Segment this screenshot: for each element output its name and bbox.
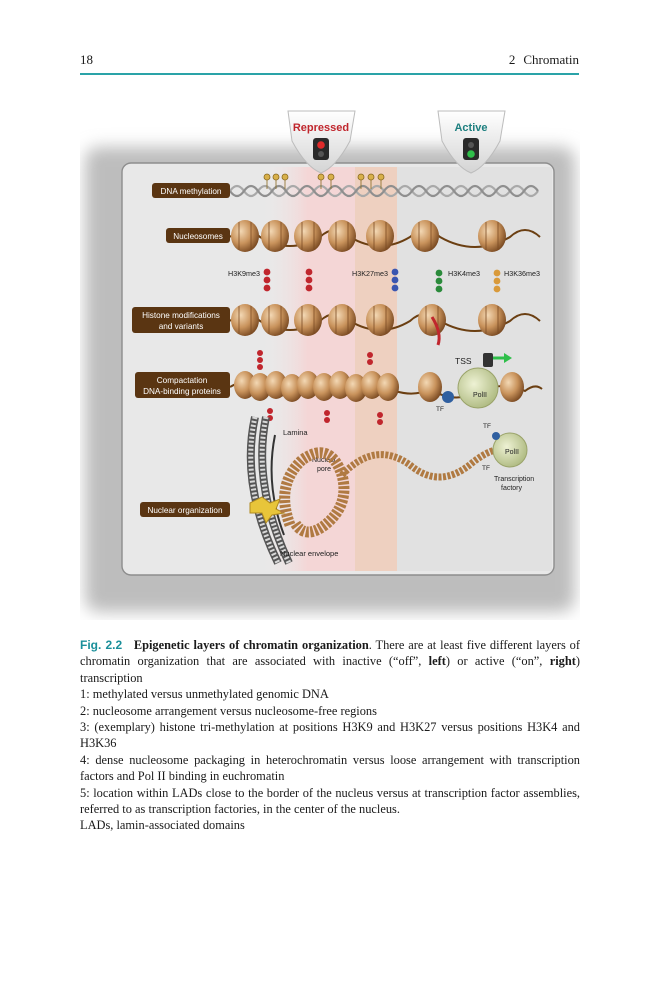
factory-tf-label-top: TF: [483, 423, 491, 430]
green-light-icon: [467, 150, 475, 158]
caption-item: 3: (exemplary) histone tri-methylation at positions H3K9 and H3K27 versus positions H3K4 and H3K36: [80, 720, 580, 751]
svg-text:Nuclear organization: Nuclear organization: [147, 506, 223, 515]
pore-label-line1: Nuclear: [312, 457, 337, 464]
active-label: Active: [454, 122, 488, 134]
svg-text:Nucleosomes: Nucleosomes: [173, 232, 223, 241]
lamina-label: Lamina: [283, 428, 308, 437]
pol2-label: PolII: [472, 392, 488, 399]
label-dna-methylation: [152, 183, 230, 198]
tf-protein: [442, 391, 454, 403]
svg-text:DNA methylation: DNA methylation: [160, 187, 222, 196]
chapter-title: Chromatin: [523, 52, 579, 67]
caption-item: 4: dense nucleosome packaging in heterochromatin versus loose arrangement with transcription factors and Pol II binding in euchromatin: [80, 752, 580, 784]
caption-item: 5: location within LADs close to the border of the nucleus versus at transcription factor assemblies, referred to as transcription factories, in the center of the nucleus.: [80, 785, 580, 817]
caption-item: 2: nucleosome arrangement versus nucleosome-free regions: [80, 703, 377, 718]
tf-label: TF: [436, 406, 444, 413]
mark-h3k27me3: H3K27me3: [352, 269, 388, 278]
factory-tf-label-bottom: TF: [482, 465, 490, 472]
figure-caption: [80, 637, 580, 834]
caption-abbreviation: LADs, lamin-associated domains: [80, 818, 245, 833]
page-number: 18: [80, 52, 93, 67]
factory-pol2-label: PolII: [504, 449, 520, 456]
svg-text:Histone modifications: Histone modifications: [142, 311, 220, 320]
header-rule: [80, 73, 579, 75]
mark-h3k36me3: H3K36me3: [504, 269, 540, 278]
label-histone-modifications: [132, 307, 230, 333]
svg-text:Compactation: Compactation: [156, 376, 208, 385]
caption-intro: Fig. 2.2 Epigenetic layers of chromatin organization. There are at least five different layers of chromatin organization that are associated with inactive (“off”, left) or active (“on”, right) transcription: [80, 638, 581, 685]
label-nucleosomes: [166, 228, 230, 243]
mark-h3k9me3: H3K9me3: [228, 269, 260, 278]
caption-item: 1: methylated versus unmethylated genomic DNA: [80, 687, 329, 702]
svg-text:DNA-binding proteins: DNA-binding proteins: [143, 387, 221, 396]
chromatin-figure: [80, 105, 580, 620]
figure-label: Fig. 2.2: [80, 638, 123, 652]
factory-label-line2: factory: [501, 485, 523, 492]
tss-label: TSS: [455, 356, 472, 366]
pol2-complex: [458, 368, 498, 408]
repressed-label: Repressed: [292, 122, 350, 134]
running-header: [509, 52, 579, 68]
envelope-label: Nuclear envelope: [280, 549, 339, 558]
label-nuclear-organization: [140, 502, 230, 517]
label-compaction: [135, 372, 230, 398]
factory-tf-protein: [492, 432, 500, 440]
red-light-icon: [317, 141, 325, 149]
factory-label-line1: Transcription: [494, 476, 535, 483]
chapter-number: 2: [508, 52, 516, 67]
mark-h3k4me3: H3K4me3: [448, 269, 480, 278]
svg-text:and variants: and variants: [158, 322, 204, 331]
pore-label-line2: pore: [317, 466, 332, 473]
figure-title: Epigenetic layers of chromatin organization: [133, 638, 369, 652]
